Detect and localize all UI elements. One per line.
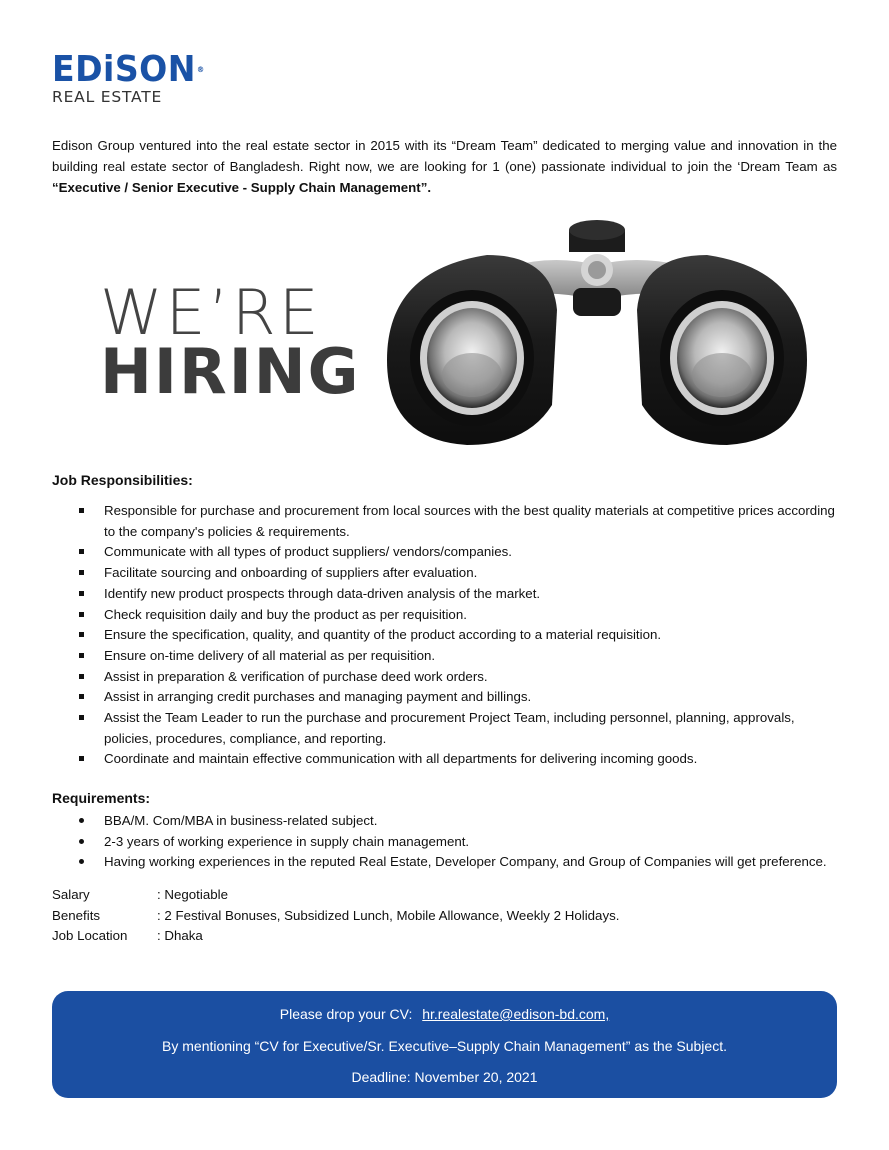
benefits-value: : 2 Festival Bonuses, Subsidized Lunch, Mobile Allowance, Weekly 2 Holidays. (157, 907, 620, 923)
hiring-banner (52, 205, 837, 455)
registered-mark: ® (196, 65, 205, 74)
list-item: Assist in preparation & verification of purchase deed work orders. (78, 667, 838, 688)
deadline-text: Deadline: November 20, 2021 (351, 1069, 538, 1085)
list-item: Having working experiences in the reputed Real Estate, Developer Company, and Group of Companies will get preference. (78, 852, 838, 873)
location-label: Job Location (52, 928, 128, 943)
benefits-label: Benefits (52, 907, 101, 923)
list-item: Facilitate sourcing and onboarding of suppliers after evaluation. (78, 563, 838, 584)
email-link[interactable]: hr.realestate@edison-bd.com, (422, 1006, 610, 1022)
headline-were: WE’RE (100, 276, 322, 349)
subject-instruction: By mentioning “CV for Executive/Sr. Executive–Supply Chain Management” as the Subject. (162, 1038, 727, 1054)
location-value: : Dhaka (157, 928, 203, 943)
list-item: 2-3 years of working experience in supply chain management. (78, 832, 838, 853)
list-item: Responsible for purchase and procurement from local sources with the best quality materials at competitive prices according to the company's policies & requirements. (78, 501, 838, 542)
list-item: Ensure the specification, quality, and quantity of the product according to a material requisition. (78, 625, 838, 646)
drop-cv-line (52, 1006, 837, 1022)
apply-banner (52, 991, 837, 1098)
requirements-list (78, 811, 838, 873)
headline-hiring: HIRING (100, 335, 361, 408)
list-item: Ensure on-time delivery of all material as per requisition. (78, 646, 838, 667)
salary-value: : Negotiable (157, 887, 228, 902)
intro-paragraph (52, 135, 837, 198)
salary-label: Salary (52, 887, 90, 902)
intro-text: Edison Group ventured into the real estate sector in 2015 with its “Dream Team” dedicated to merging value and innovation in the building real estate sector of Bangladesh. Right now, we are looking for 1 (one) passionate individual to join the ‘Dream Team as (52, 138, 837, 174)
list-item: Communicate with all types of product suppliers/ vendors/companies. (78, 542, 838, 563)
list-item: Assist the Team Leader to run the purchase and procurement Project Team, including personnel, planning, approvals, policies, procedures, compliance, and reporting. (78, 708, 838, 749)
benefits-row (52, 906, 619, 927)
salary-row (52, 885, 619, 906)
job-details (52, 885, 619, 947)
list-item: BBA/M. Com/MBA in business-related subject. (78, 811, 838, 832)
list-item: Identify new product prospects through data-driven analysis of the market. (78, 584, 838, 605)
logo-subtitle: REAL ESTATE (52, 88, 163, 106)
binoculars-icon (377, 210, 817, 455)
hiring-headline (100, 276, 361, 408)
responsibilities-list (78, 501, 838, 770)
requirements-heading: Requirements: (52, 790, 151, 806)
position-title: “Executive / Senior Executive - Supply Chain Management”. (52, 180, 432, 195)
logo-brand-text: EDiSON® (52, 49, 205, 90)
list-item: Assist in arranging credit purchases and managing payment and billings. (78, 687, 838, 708)
drop-cv-text: Please drop your CV: (279, 1006, 413, 1022)
job-responsibilities-heading: Job Responsibilities: (52, 472, 193, 488)
list-item: Coordinate and maintain effective communication with all departments for delivering incoming goods. (78, 749, 838, 770)
location-row (52, 926, 619, 947)
edison-logo (52, 49, 218, 106)
list-item: Check requisition daily and buy the product as per requisition. (78, 605, 838, 626)
